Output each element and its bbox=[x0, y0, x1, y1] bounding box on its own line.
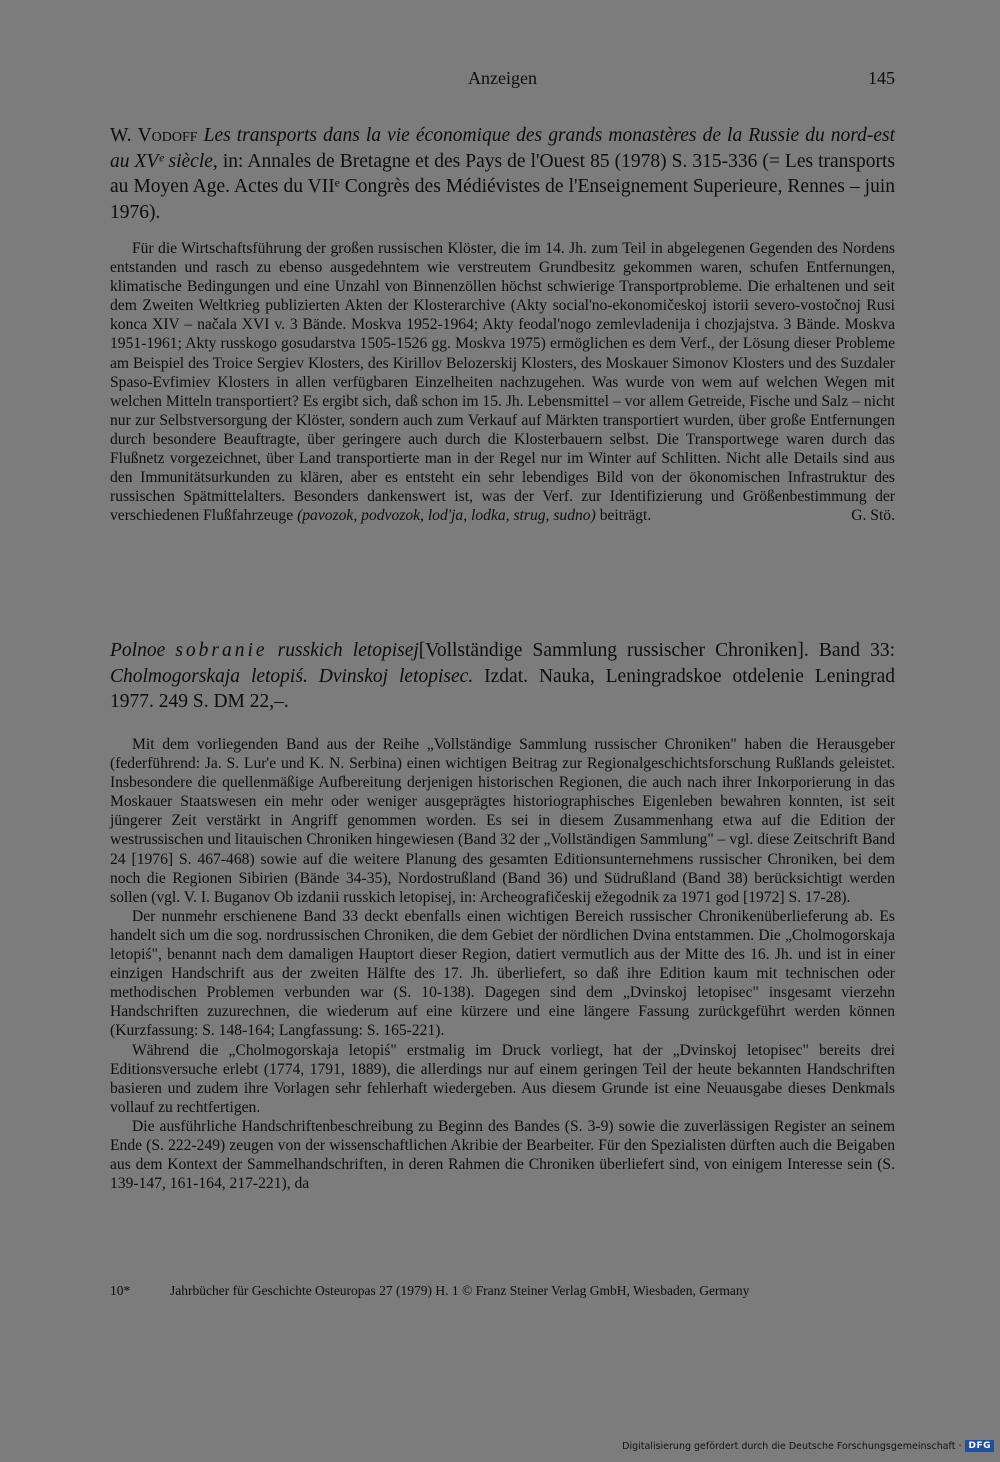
entry1-title: Les transports dans la vie économique des grands monastères de la Russie du nord-est au XVᵉ siècle, bbox=[110, 125, 896, 172]
entry2-title-spaced: sobranie bbox=[175, 640, 268, 661]
funding-text: Digitalisierung gefördert durch die Deutsche Forschungsgemeinschaft · bbox=[622, 1440, 962, 1452]
journal-imprint: Jahrbücher für Geschichte Osteuropas 27 (1979) H. 1 © Franz Steiner Verlag GmbH, Wiesbaden, Germany bbox=[170, 1283, 750, 1298]
review-paragraph: Der nunmehr erschienene Band 33 deckt ebenfalls einen wichtigen Bereich russischer Chronikenüberlieferung ab. Es handelt sich um die sog. nordrussischen Chroniken, die dem Gebiet der nördlichen Dvina entstammen. Die „Cholmogorskaja letopiś", benannt nach dem damaligen Hauptort dieser Region, datiert vermutlich aus der Mitte des 16. Jh. und ist in einer einzigen Handschrift aus der zweiten Hälfte des 17. Jh. überliefert, so daß ihre Edition kaum mit technischen oder methodischen Problemen verbunden war (S. 10-138). Dagegen sind dem „Dvinskoj letopisec" insgesamt vierzehn Handschriften zuzurechnen, die wiederum auf eine kürzere und eine längere Fassung zurückgeführt werden können (Kurzfassung: S. 148-164; Langfassung: S. 165-221). bbox=[110, 907, 895, 1040]
reviewer-signature: G. Stö. bbox=[851, 507, 895, 525]
review-paragraph bbox=[110, 239, 895, 525]
entry2-citation bbox=[110, 638, 895, 715]
entry2-translation: [Vollständige Sammlung russischer Chroniken]. Band 33: bbox=[418, 640, 896, 661]
author-initial: W. bbox=[110, 125, 132, 146]
entry1-review bbox=[110, 239, 895, 525]
review-paragraph: Während die „Cholmogorskaja letopiś" erstmalig im Druck vorliegt, hat der „Dvinskoj letopisec" bereits drei Editionsversuche erlebt (1774, 1791, 1889), die allerdings nur auf einem geringen Teil der heute bekannten Handschriften basieren und zudem ihre Vorlagen sehr fehlerhaft wiedergeben. Aus diesem Grunde ist eine Neuausgabe dieses Denkmals vollauf zu rechtfertigen. bbox=[110, 1041, 895, 1116]
vessel-names: (pavozok, podvozok, lod'ja, lodka, strug, sudno) bbox=[297, 507, 596, 525]
author-name: Vodoff bbox=[137, 125, 198, 146]
review-paragraph: Die ausführliche Handschriftenbeschreibung zu Beginn des Bandes (S. 3-9) sowie die zuverlässigen Register an seinem Ende (S. 222-249) zeugen von der wissenschaftlichen Akribie der Bearbeiter. Für den Spezialisten dürften auch die Beigaben aus dem Kontext der Sammelhandschriften, in deren Rahmen die Chroniken überliefert sind, von einigem Interesse sein (S. 139-147, 161-164, 217-221), da bbox=[110, 1117, 895, 1193]
entry2-review bbox=[110, 735, 895, 1193]
review-text: Für die Wirtschaftsführung der großen russischen Klöster, die im 14. Jh. zum Teil in abgelegenen Gegenden des Nordens entstanden und rasch zu ebenso ausgedehntem wie verstreutem Grundbesitz gekommen waren, schufen Entfernungen, klimatische Bedingungen und eine Unzahl von Binnenzöllen höchst schwierige Transportprobleme. Die erhaltenen und seit dem Zweiten Weltkrieg publizierten Akten der Klosterarchive (Akty social'no-ekonomičeskoj istorii severo-vostočnoj Rusi konca XIV – načala XVI v. 3 Bände. Moskva 1952-1964; Akty feodal'nogo zemlevladenija i chozjajstva. 3 Bände. Moskva 1951-1961; Akty russkogo gosudarstva 1505-1526 gg. Moskva 1975) ermöglichen es dem Verf., der Lösung dieser Probleme am Beispiel des Troice Sergiev Klosters, des Kirillov Belozerskij Klosters, des Moskauer Simonov Klosters und des Suzdaler Spaso-Evfimiev Klosters in allen verfügbaren Einzelheiten nachzugehen. Was wurde von wem auf welchen Wegen mit welchen Mitteln transportiert? Es ergibt sich, daß schon im 15. Jh. Lebensmittel – vor allem Getreide, Fische und Salz – nicht nur zur Selbstversorgung der Klöster, sondern auch zum Verkauf auf Märkten transportiert wurden, über große Entfernungen durch besondere Beauftragte, über geringere auch durch die Klosterbauern selbst. Die Transportwege waren durch das Flußnetz vorgezeichnet, über Land transportierte man in der Regel nur im Winter auf Schlitten. Nicht alle Details sind aus den Immunitätsurkunden zu klären, aber es entsteht ein sehr lebendiges Bild von der ökonomischen Infrastruktur des russischen Spätmittelalters. Besonders dankenswert ist, was der Verf. zur Identifizierung und Größenbestimmung der verschiedenen Flußfahrzeuge bbox=[110, 240, 895, 525]
entry1-citation bbox=[110, 123, 895, 225]
digitization-notice bbox=[622, 1438, 994, 1454]
entry1-publication: in: Annales de Bretagne et des Pays de l'Ouest 85 (1978) S. 315-336 (= Les transports au Moyen Age. Actes du VIIᵉ Congrès des Médiévistes de l'Enseignement Superieure, Rennes – juin 1976). bbox=[110, 150, 896, 223]
signature-mark: 10* bbox=[110, 1283, 131, 1298]
running-title: Anzeigen bbox=[468, 68, 537, 88]
dfg-logo[interactable]: DFG bbox=[965, 1440, 994, 1452]
entry2-title-part2: russkich letopisej bbox=[277, 640, 419, 661]
page-header bbox=[110, 68, 895, 94]
entry2-title-part: Polnoe bbox=[110, 640, 166, 661]
entry2-subtitle: Cholmogorskaja letopiś. Dvinskoj letopisec. bbox=[110, 665, 474, 687]
page-footer bbox=[110, 1282, 895, 1300]
review-text-end: beiträgt. bbox=[599, 507, 652, 525]
page-number: 145 bbox=[868, 68, 895, 88]
review-paragraph: Mit dem vorliegenden Band aus der Reihe „Vollständige Sammlung russischer Chroniken" haben die Herausgeber (federführend: Ja. S. Lur'e und K. N. Serbina) einen wichtigen Beitrag zur Regionalgeschichtsforschung Rußlands geleistet. Insbesondere die quellenmäßige Aufbereitung derjenigen historischen Regionen, die auch nach ihrer Inkorporierung in das Moskauer Staatswesen ein mehr oder weniger ausgeprägtes historiographisches Eigenleben bewahren konnten, ist seit jüngerer Zeit verstärkt in Angriff genommen worden. Es sei in diesem Zusammenhang etwa auf die Edition der westrussischen und litauischen Chroniken hingewiesen (Band 32 der „Vollständigen Sammlung" – vgl. diese Zeitschrift Band 24 [1976] S. 467-468) sowie auf die weitere Planung des gesamten Editionsunternehmens russischer Chroniken, bei dem noch die Regionen Sibirien (Bände 34-35), Nordostrußland (Band 36) und Südrußland (Band 38) berücksichtigt werden sollen (vgl. V. I. Buganov Ob izdanii russkich letopisej, in: Archeografičeskij ežegodnik za 1971 god [1972] S. 17-28). bbox=[110, 736, 895, 906]
entry2-publisher: Izdat. Nauka, Leningradskoe otdelenie Leningrad 1977. 249 S. DM 22,–. bbox=[110, 665, 896, 712]
